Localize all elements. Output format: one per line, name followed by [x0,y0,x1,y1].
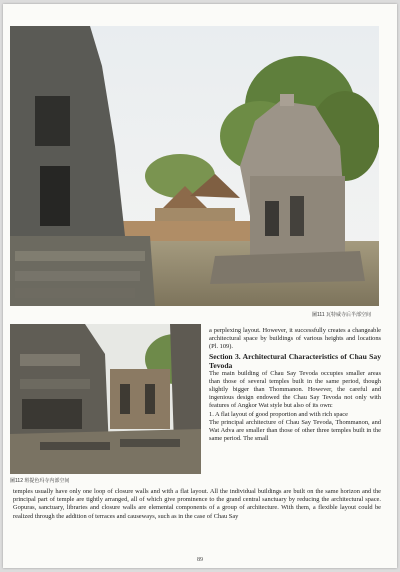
book-page [3,4,397,568]
paragraph-1: The main building of Chau Say Tevoda occupies smaller areas than those of several temples built in the same period, though slightly bigger than Thommanon. However, the careful and ingenious design endowed the Chau Say Tevoda not only with features of Angkor Wat style but also of its own: [209,369,381,410]
intro-paragraph: a perplexing layout. However, it successfully creates a changeable architectural space by buildings of various heights and locations (Pl. 109). [209,327,381,351]
figure-caption-112: 圖112 班提色玛寺内部空间 [10,478,70,484]
page-number: 89 [197,557,203,563]
photo-temple-ruins-top [10,26,379,306]
section-heading: Section 3. Architectural Characteristics of Chau Say Tevoda [209,351,381,370]
paragraph-2: 1. A flat layout of good proportion and with rich space [209,410,348,418]
photo-temple-interior-bottom [10,324,201,474]
text-full-width [13,488,381,521]
text-column-right [209,327,381,443]
paragraph-continuation: temples usually have only one loop of closure walls and with a flat layout. All the individual buildings are built on the same horizon and the principal part of temple are tightly arranged, all of which give prominence to the grand central sanctuary by reducing the architectural space. Gopuras, sanctuary, libraries and closure walls are elemental components of a group of architecture. With them, a flexible layout could be realized through the addition of terraces and causeways, such as in the case of Chau Say [13,488,381,520]
paragraph-3: The principal architecture of Chau Say Tevoda, Thommanon, and Wat Adva are smaller than those of other three temples built in the same period. The small [209,418,381,443]
figure-caption-111: 圖111 瓦特威寺后半部空间 [312,312,371,318]
